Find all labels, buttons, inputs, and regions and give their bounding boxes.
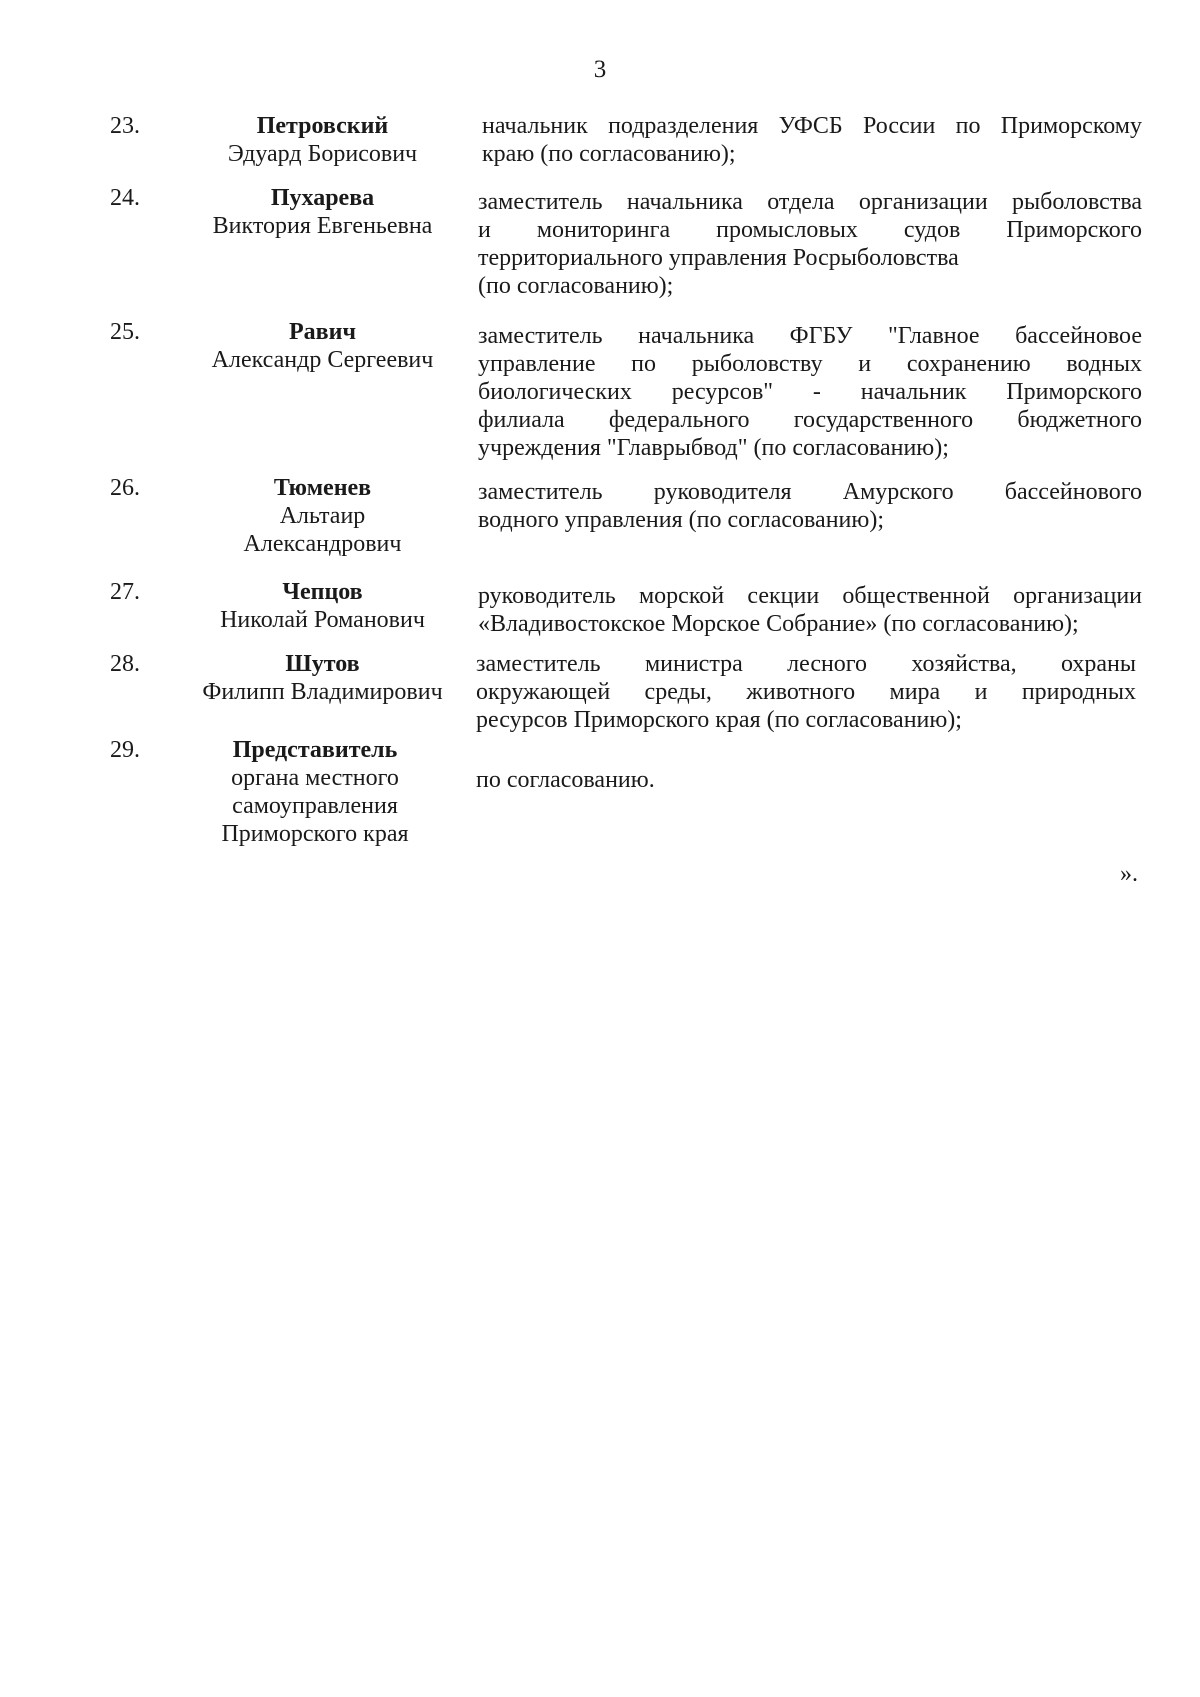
person-given-name: Николай Романович (220, 607, 425, 633)
person-name (190, 474, 455, 558)
person-position (478, 322, 1142, 462)
person-surname: Чепцов (282, 579, 363, 605)
position-line: заместитель министра лесного хозяйства, охраны (476, 651, 1136, 677)
person-position (476, 766, 1136, 794)
position-line: территориального управления Росрыболовства (478, 245, 959, 271)
page-number: 3 (593, 56, 607, 83)
person-given-name: Виктория Евгеньевна (212, 213, 433, 239)
person-name (190, 578, 455, 634)
person-name (180, 650, 465, 706)
position-line: (по согласованию); (478, 273, 674, 299)
position-line: начальник подразделения УФСБ России по Приморскому (482, 113, 1142, 139)
person-position (478, 188, 1142, 300)
person-given-name: органа местного (231, 765, 399, 791)
item-number: 23. (110, 113, 140, 139)
person-surname: Представитель (232, 737, 398, 763)
person-name (180, 736, 450, 848)
position-line: учреждения "Главрыбвод" (по согласованию); (478, 435, 949, 461)
person-position (478, 478, 1142, 534)
position-line: заместитель руководителя Амурского бассейнового (478, 479, 1142, 505)
item-number: 28. (110, 651, 140, 677)
position-line: краю (по согласованию); (482, 141, 736, 167)
closing-quote-mark: ». (1120, 861, 1138, 887)
person-surname: Равич (289, 319, 356, 345)
position-line: ресурсов Приморского края (по согласованию); (476, 707, 962, 733)
person-name (190, 318, 455, 374)
person-given-name: самоуправления (232, 793, 398, 819)
person-surname: Петровский (256, 113, 389, 139)
position-line: филиала федерального государственного бюджетного (478, 407, 1142, 433)
item-number: 29. (110, 737, 140, 763)
person-position (482, 112, 1142, 168)
person-surname: Пухарева (270, 185, 375, 211)
person-given-name: Александр Сергеевич (211, 347, 434, 373)
item-number: 25. (110, 319, 140, 345)
person-given-name: Альтаир (279, 503, 366, 529)
position-line: управление по рыболовству и сохранению водных (478, 351, 1142, 377)
position-line: биологических ресурсов" - начальник Приморского (478, 379, 1142, 405)
item-number: 27. (110, 579, 140, 605)
position-line: заместитель начальника отдела организации рыболовства (478, 189, 1142, 215)
person-name (190, 184, 455, 240)
position-line: «Владивостокское Морское Собрание» (по согласованию); (478, 611, 1079, 637)
person-surname: Шутов (285, 651, 360, 677)
position-line: окружающей среды, животного мира и природных (476, 679, 1136, 705)
person-given-name: Эдуард Борисович (227, 141, 418, 167)
person-given-name: Приморского края (221, 821, 409, 847)
person-surname: Тюменев (273, 475, 372, 501)
position-line: по согласованию. (476, 767, 655, 793)
person-position (478, 582, 1142, 638)
position-line: водного управления (по согласованию); (478, 507, 884, 533)
position-line: руководитель морской секции общественной организации (478, 583, 1142, 609)
person-position (476, 650, 1136, 734)
position-line: заместитель начальника ФГБУ "Главное бассейновое (478, 323, 1142, 349)
person-name (190, 112, 455, 168)
person-given-name: Филипп Владимирович (202, 679, 443, 705)
position-line: и мониторинга промысловых судов Приморского (478, 217, 1142, 243)
person-given-name: Александрович (243, 531, 402, 557)
item-number: 26. (110, 475, 140, 501)
item-number: 24. (110, 185, 140, 211)
